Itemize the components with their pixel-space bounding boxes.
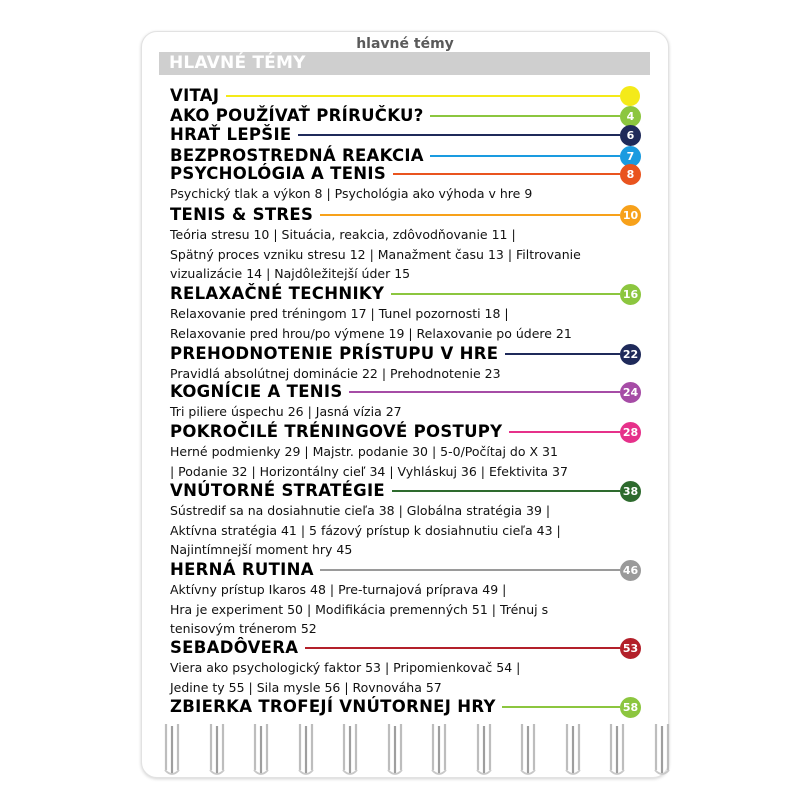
page-number-badge: 58 [620, 697, 641, 718]
toc-heading[interactable]: TENIS & STRES [170, 205, 314, 224]
toc-heading[interactable]: VITAJ [170, 86, 220, 105]
toc-heading[interactable]: AKO POUŽÍVAŤ PRÍRUČKU? [170, 106, 424, 125]
toc-leader-line [320, 569, 620, 571]
binding-ring [518, 724, 538, 776]
binding-ring [162, 724, 182, 776]
toc-heading[interactable]: HRAŤ LEPŠIE [170, 125, 292, 144]
toc-subtopics: Viera ako psychologický faktor 53 | Pripomienkovač 54 | [170, 660, 521, 675]
page-number-badge: 7 [620, 146, 641, 167]
toc-leader-line [430, 115, 620, 117]
toc-heading[interactable]: RELAXAČNÉ TECHNIKY [170, 284, 385, 303]
banner-title: HLAVNÉ TÉMY [169, 53, 306, 73]
binding-ring [251, 724, 271, 776]
toc-heading[interactable]: ZBIERKA TROFEJÍ VNÚTORNEJ HRY [170, 697, 496, 716]
section-banner [159, 52, 650, 75]
binding-ring [340, 724, 360, 776]
toc-leader-line [505, 353, 620, 355]
toc-leader-line [349, 391, 620, 393]
toc-leader-line [226, 95, 620, 97]
toc-subtopics: Sústredif sa na dosiahnutie cieľa 38 | Globálna stratégia 39 | [170, 503, 551, 518]
toc-leader-line [392, 490, 620, 492]
toc-subtopics: Relaxovanie pred tréningom 17 | Tunel pozornosti 18 | [170, 306, 509, 321]
toc-subtopics: Herné podmienky 29 | Majstr. podanie 30 | 5-0/Počítaj do X 31 [170, 444, 558, 459]
toc-leader-line [430, 155, 620, 157]
toc-heading[interactable]: HERNÁ RUTINA [170, 560, 314, 579]
binding-ring [429, 724, 449, 776]
page-number-badge: 24 [620, 382, 641, 403]
page-number-badge: 28 [620, 422, 641, 443]
toc-subtopics: Tri piliere úspechu 26 | Jasná vízia 27 [170, 404, 402, 419]
page-number-badge [620, 86, 640, 106]
toc-subtopics: Aktívna stratégia 41 | 5 fázový prístup k dosiahnutiu cieľa 43 | [170, 522, 561, 538]
spiral-binding [150, 724, 670, 784]
binding-ring [607, 724, 627, 776]
page-number-badge: 46 [620, 560, 641, 581]
page-number-badge: 53 [620, 638, 641, 659]
page-number-badge: 16 [620, 284, 641, 305]
toc-subtopics: Relaxovanie pred hrou/po výmene 19 | Relaxovanie po údere 21 [170, 325, 572, 341]
toc-heading[interactable]: PSYCHOLÓGIA A TENIS [170, 164, 387, 183]
toc-leader-line [320, 214, 620, 216]
page-header: hlavné témy [356, 36, 454, 52]
binding-ring [207, 724, 227, 776]
toc-leader-line [393, 173, 620, 175]
toc-heading[interactable]: SEBADÔVERA [170, 638, 299, 657]
binding-ring [385, 724, 405, 776]
toc-leader-line [305, 647, 620, 649]
toc-leader-line [391, 293, 620, 295]
toc-subtopics: Jedine ty 55 | Sila mysle 56 | Rovnováha 57 [170, 679, 442, 695]
binding-ring [474, 724, 494, 776]
page-number-badge: 4 [620, 106, 641, 127]
binding-ring [652, 724, 672, 776]
toc-subtopics: Aktívny prístup Ikaros 48 | Pre-turnajová príprava 49 | [170, 582, 507, 597]
toc-subtopics: Teória stresu 10 | Situácia, reakcia, zdôvodňovanie 11 | [170, 227, 516, 242]
toc-leader-line [502, 706, 620, 708]
toc-subtopics: vizualizácie 14 | Najdôležitejší úder 15 [170, 266, 411, 281]
toc-subtopics: Spätný proces vzniku stresu 12 | Manažment času 13 | Filtrovanie [170, 246, 581, 262]
toc-heading[interactable]: BEZPROSTREDNÁ REAKCIA [170, 146, 424, 165]
toc-leader-line [509, 431, 620, 433]
toc-leader-line [298, 134, 620, 136]
page-number-badge: 38 [620, 481, 641, 502]
toc-subtopics: Psychický tlak a výkon 8 | Psychológia ako výhoda v hre 9 [170, 186, 533, 201]
toc-subtopics: tenisovým trénerom 52 [170, 621, 317, 636]
toc-subtopics: Pravidlá absolútnej dominácie 22 | Prehodnotenie 23 [170, 366, 501, 381]
toc-heading[interactable]: KOGNÍCIE A TENIS [170, 382, 343, 401]
page-number-badge: 22 [620, 344, 641, 365]
toc-heading[interactable]: POKROČILÉ TRÉNINGOVÉ POSTUPY [170, 422, 503, 441]
page-number-badge: 6 [620, 125, 641, 146]
toc-subtopics: Hra je experiment 50 | Modifikácia premenných 51 | Trénuj s [170, 601, 549, 617]
toc-heading[interactable]: PREHODNOTENIE PRÍSTUPU V HRE [170, 344, 499, 363]
toc-subtopics: | Podanie 32 | Horizontálny cieľ 34 | Vyhláskuj 36 | Efektivita 37 [170, 463, 568, 479]
binding-ring [296, 724, 316, 776]
page-number-badge: 8 [620, 164, 641, 185]
toc-subtopics: Najintímnejší moment hry 45 [170, 542, 353, 557]
toc-heading[interactable]: VNÚTORNÉ STRATÉGIE [170, 481, 386, 500]
binding-ring [563, 724, 583, 776]
page-number-badge: 10 [620, 205, 641, 226]
